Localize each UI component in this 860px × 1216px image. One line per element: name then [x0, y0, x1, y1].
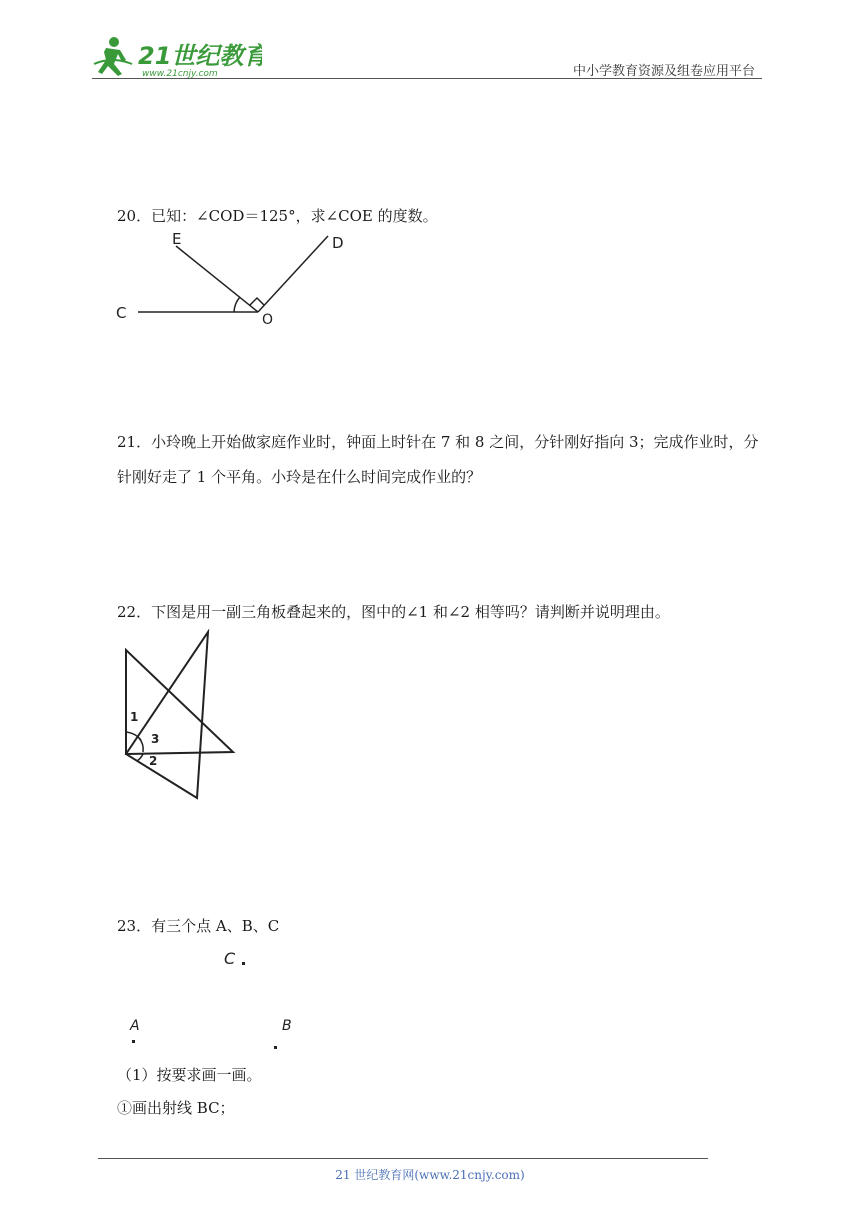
angle-label-3: 3: [151, 732, 160, 746]
label-c: C: [116, 304, 127, 322]
angle-2-arc: [137, 754, 143, 761]
site-logo: [92, 34, 262, 82]
platform-name: 中小学教育资源及组卷应用平台: [572, 64, 755, 79]
question-23-text: 23．有三个点 A、B、C: [117, 917, 280, 935]
question-21-line2: 针刚好走了 1 个平角。小玲是在什么时间完成作业的？: [117, 468, 482, 486]
footer-divider: [98, 1158, 708, 1159]
point-a: [132, 1040, 135, 1043]
triangle-one: [126, 650, 233, 754]
angle-label-2: 2: [149, 754, 158, 768]
point-label-b: B: [282, 1018, 292, 1034]
question-23-step1: ①画出射线 BC；: [117, 1099, 235, 1117]
runner-logo-icon: [94, 37, 132, 76]
logo-url: www.21cnjy.com: [142, 69, 218, 79]
question-23-part1: （1）按要求画一画。: [117, 1066, 262, 1084]
header-divider: [92, 78, 762, 79]
angle-label-1: 1: [130, 710, 139, 724]
point-c: [242, 962, 245, 965]
ray-oe: [176, 246, 258, 312]
question-20-figure: [110, 228, 360, 328]
question-22-figure: [115, 628, 245, 806]
footer-site: 21 世纪教育网(www.21cnjy.com): [335, 1168, 525, 1182]
label-o: O: [262, 312, 274, 328]
question-20-text: 20．已知：∠COD＝125°，求∠COE 的度数。: [117, 207, 438, 225]
point-b: [274, 1046, 277, 1049]
right-angle-mark: [250, 298, 264, 305]
logo-text: 21世纪教育: [138, 42, 262, 70]
question-23-figure: [120, 940, 320, 1056]
label-e: E: [172, 230, 182, 248]
label-d: D: [332, 234, 344, 252]
angle-arc: [234, 297, 240, 312]
point-label-c: C: [224, 949, 236, 968]
question-21-line1: 21．小玲晚上开始做家庭作业时，钟面上时针在 7 和 8 之间，分针刚好指向 3；完成作业时，分: [117, 433, 759, 451]
angle-3-arc: [139, 738, 143, 752]
point-label-a: A: [130, 1018, 140, 1034]
ray-od: [258, 236, 328, 312]
question-22-text: 22．下图是用一副三角板叠起来的，图中的∠1 和∠2 相等吗？请判断并说明理由。: [117, 603, 670, 621]
